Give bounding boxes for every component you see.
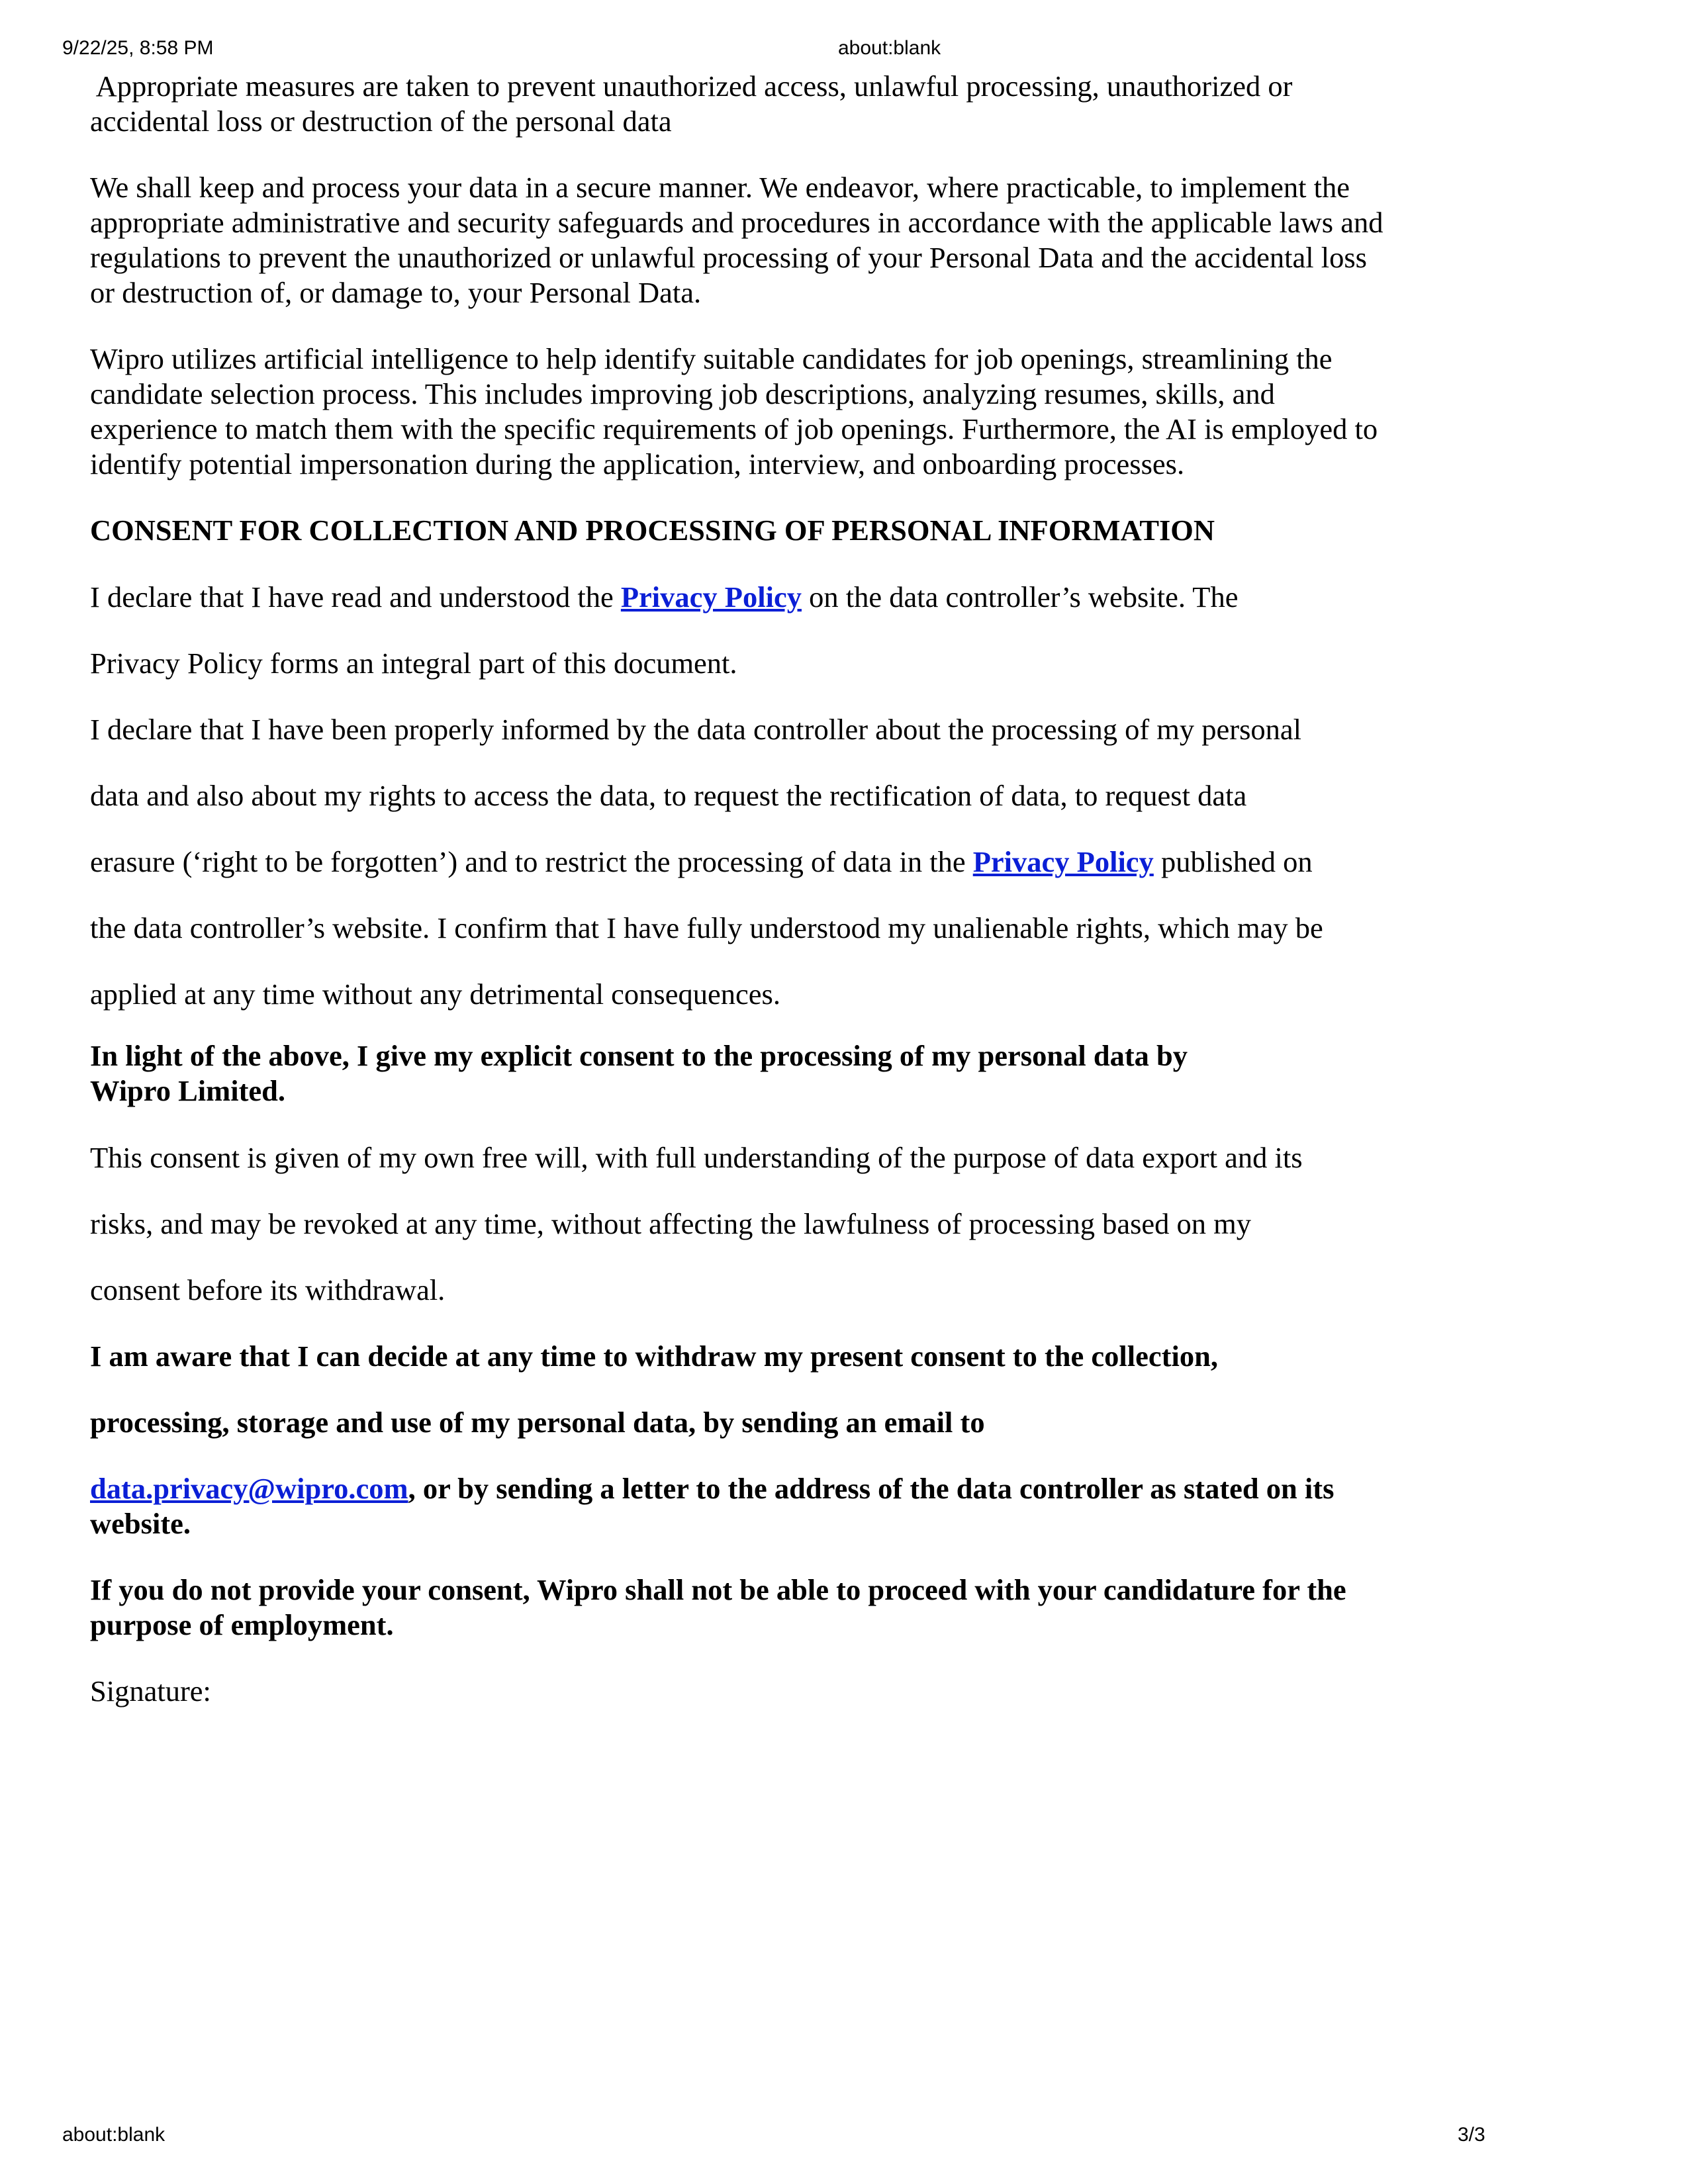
- signature-label: Signature:: [90, 1674, 211, 1707]
- document-body: [90, 69, 1480, 1740]
- privacy-policy-link-2[interactable]: Privacy Policy: [972, 845, 1154, 878]
- paragraph-line: I declare that I have been properly informed by the data controller about the processing of my personal: [90, 713, 1301, 746]
- paragraph-line: website.: [90, 1507, 191, 1540]
- paragraph-line: This consent is given of my own free will, with full understanding of the purpose of data export and its: [90, 1141, 1303, 1174]
- paragraph-appropriate-measures: [90, 69, 1480, 139]
- no-consent-statement: [90, 1572, 1480, 1643]
- paragraph-line: appropriate administrative and security safeguards and procedures in accordance with the applicable laws and: [90, 206, 1383, 239]
- declaration-text: published on: [1153, 845, 1313, 878]
- paragraph-line: risks, and may be revoked at any time, without affecting the lawfulness of processing based on my: [90, 1207, 1252, 1240]
- page-number: 3/3: [1458, 2124, 1485, 2146]
- paragraph-line: accidental loss or destruction of the personal data: [90, 105, 672, 138]
- declaration-informed-rights: [90, 696, 1480, 1027]
- paragraph-line: purpose of employment.: [90, 1608, 394, 1641]
- paragraph-line: We shall keep and process your data in a secure manner. We endeavor, where practicable, to implement the: [90, 171, 1350, 204]
- paragraph-line: data and also about my rights to access the data, to request the rectification of data, to request data: [90, 779, 1247, 812]
- paragraph-line: Appropriate measures are taken to prevent unauthorized access, unlawful processing, unauthorized or: [90, 69, 1293, 103]
- paragraph-line: processing, storage and use of my personal data, by sending an email to: [90, 1406, 985, 1439]
- consent-heading: CONSENT FOR COLLECTION AND PROCESSING OF PERSONAL INFORMATION: [90, 514, 1215, 547]
- paragraph-line: consent before its withdrawal.: [90, 1273, 445, 1306]
- paragraph-line: Wipro Limited.: [90, 1074, 286, 1107]
- print-header-datetime: 9/22/25, 8:58 PM: [62, 37, 214, 59]
- declaration-privacy-policy: [90, 564, 1480, 696]
- free-will-statement: [90, 1124, 1480, 1323]
- paragraph-line: or destruction of, or damage to, your Personal Data.: [90, 276, 702, 309]
- print-footer-url: about:blank: [62, 2124, 165, 2146]
- paragraph-ai-usage: [90, 341, 1480, 482]
- privacy-email-link[interactable]: data.privacy@wipro.com: [90, 1472, 408, 1505]
- paragraph-line: regulations to prevent the unauthorized or unlawful processing of your Personal Data and the accidental loss: [90, 241, 1367, 274]
- paragraph-line: Wipro utilizes artificial intelligence to help identify suitable candidates for job openings, streamlining the: [90, 342, 1333, 375]
- paragraph-line: Privacy Policy forms an integral part of this document.: [90, 647, 737, 680]
- paragraph-line: [90, 564, 1480, 630]
- paragraph-line: In light of the above, I give my explicit consent to the processing of my personal data by: [90, 1039, 1188, 1072]
- paragraph-line: I am aware that I can decide at any time to withdraw my present consent to the collection,: [90, 1340, 1218, 1373]
- paragraph-line: [90, 829, 1480, 895]
- paragraph-line: candidate selection process. This includes improving job descriptions, analyzing resumes, skills, and: [90, 377, 1275, 410]
- paragraph-line: identify potential impersonation during the application, interview, and onboarding processes.: [90, 447, 1185, 480]
- paragraph-line: applied at any time without any detrimental consequences.: [90, 978, 780, 1011]
- declaration-text: erasure (‘right to be forgotten’) and to restrict the processing of data in the: [90, 845, 973, 878]
- explicit-consent-statement: [90, 1038, 1480, 1109]
- print-header-url: about:blank: [838, 37, 941, 59]
- declaration-text: I declare that I have read and understood the: [90, 580, 621, 614]
- paragraph-line: the data controller’s website. I confirm that I have fully understood my unalienable rights, which may be: [90, 911, 1323, 944]
- paragraph-secure-processing: [90, 170, 1480, 310]
- withdraw-text: , or by sending a letter to the address of the data controller as stated on its: [408, 1472, 1335, 1505]
- privacy-policy-link[interactable]: Privacy Policy: [620, 580, 802, 614]
- paragraph-line: experience to match them with the specific requirements of job openings. Furthermore, the AI is employed to: [90, 412, 1378, 445]
- paragraph-line: [90, 1455, 1480, 1506]
- withdraw-consent-statement: [90, 1323, 1480, 1541]
- declaration-text: on the data controller’s website. The: [801, 580, 1239, 614]
- paragraph-line: If you do not provide your consent, Wipro shall not be able to proceed with your candidature for the: [90, 1573, 1346, 1606]
